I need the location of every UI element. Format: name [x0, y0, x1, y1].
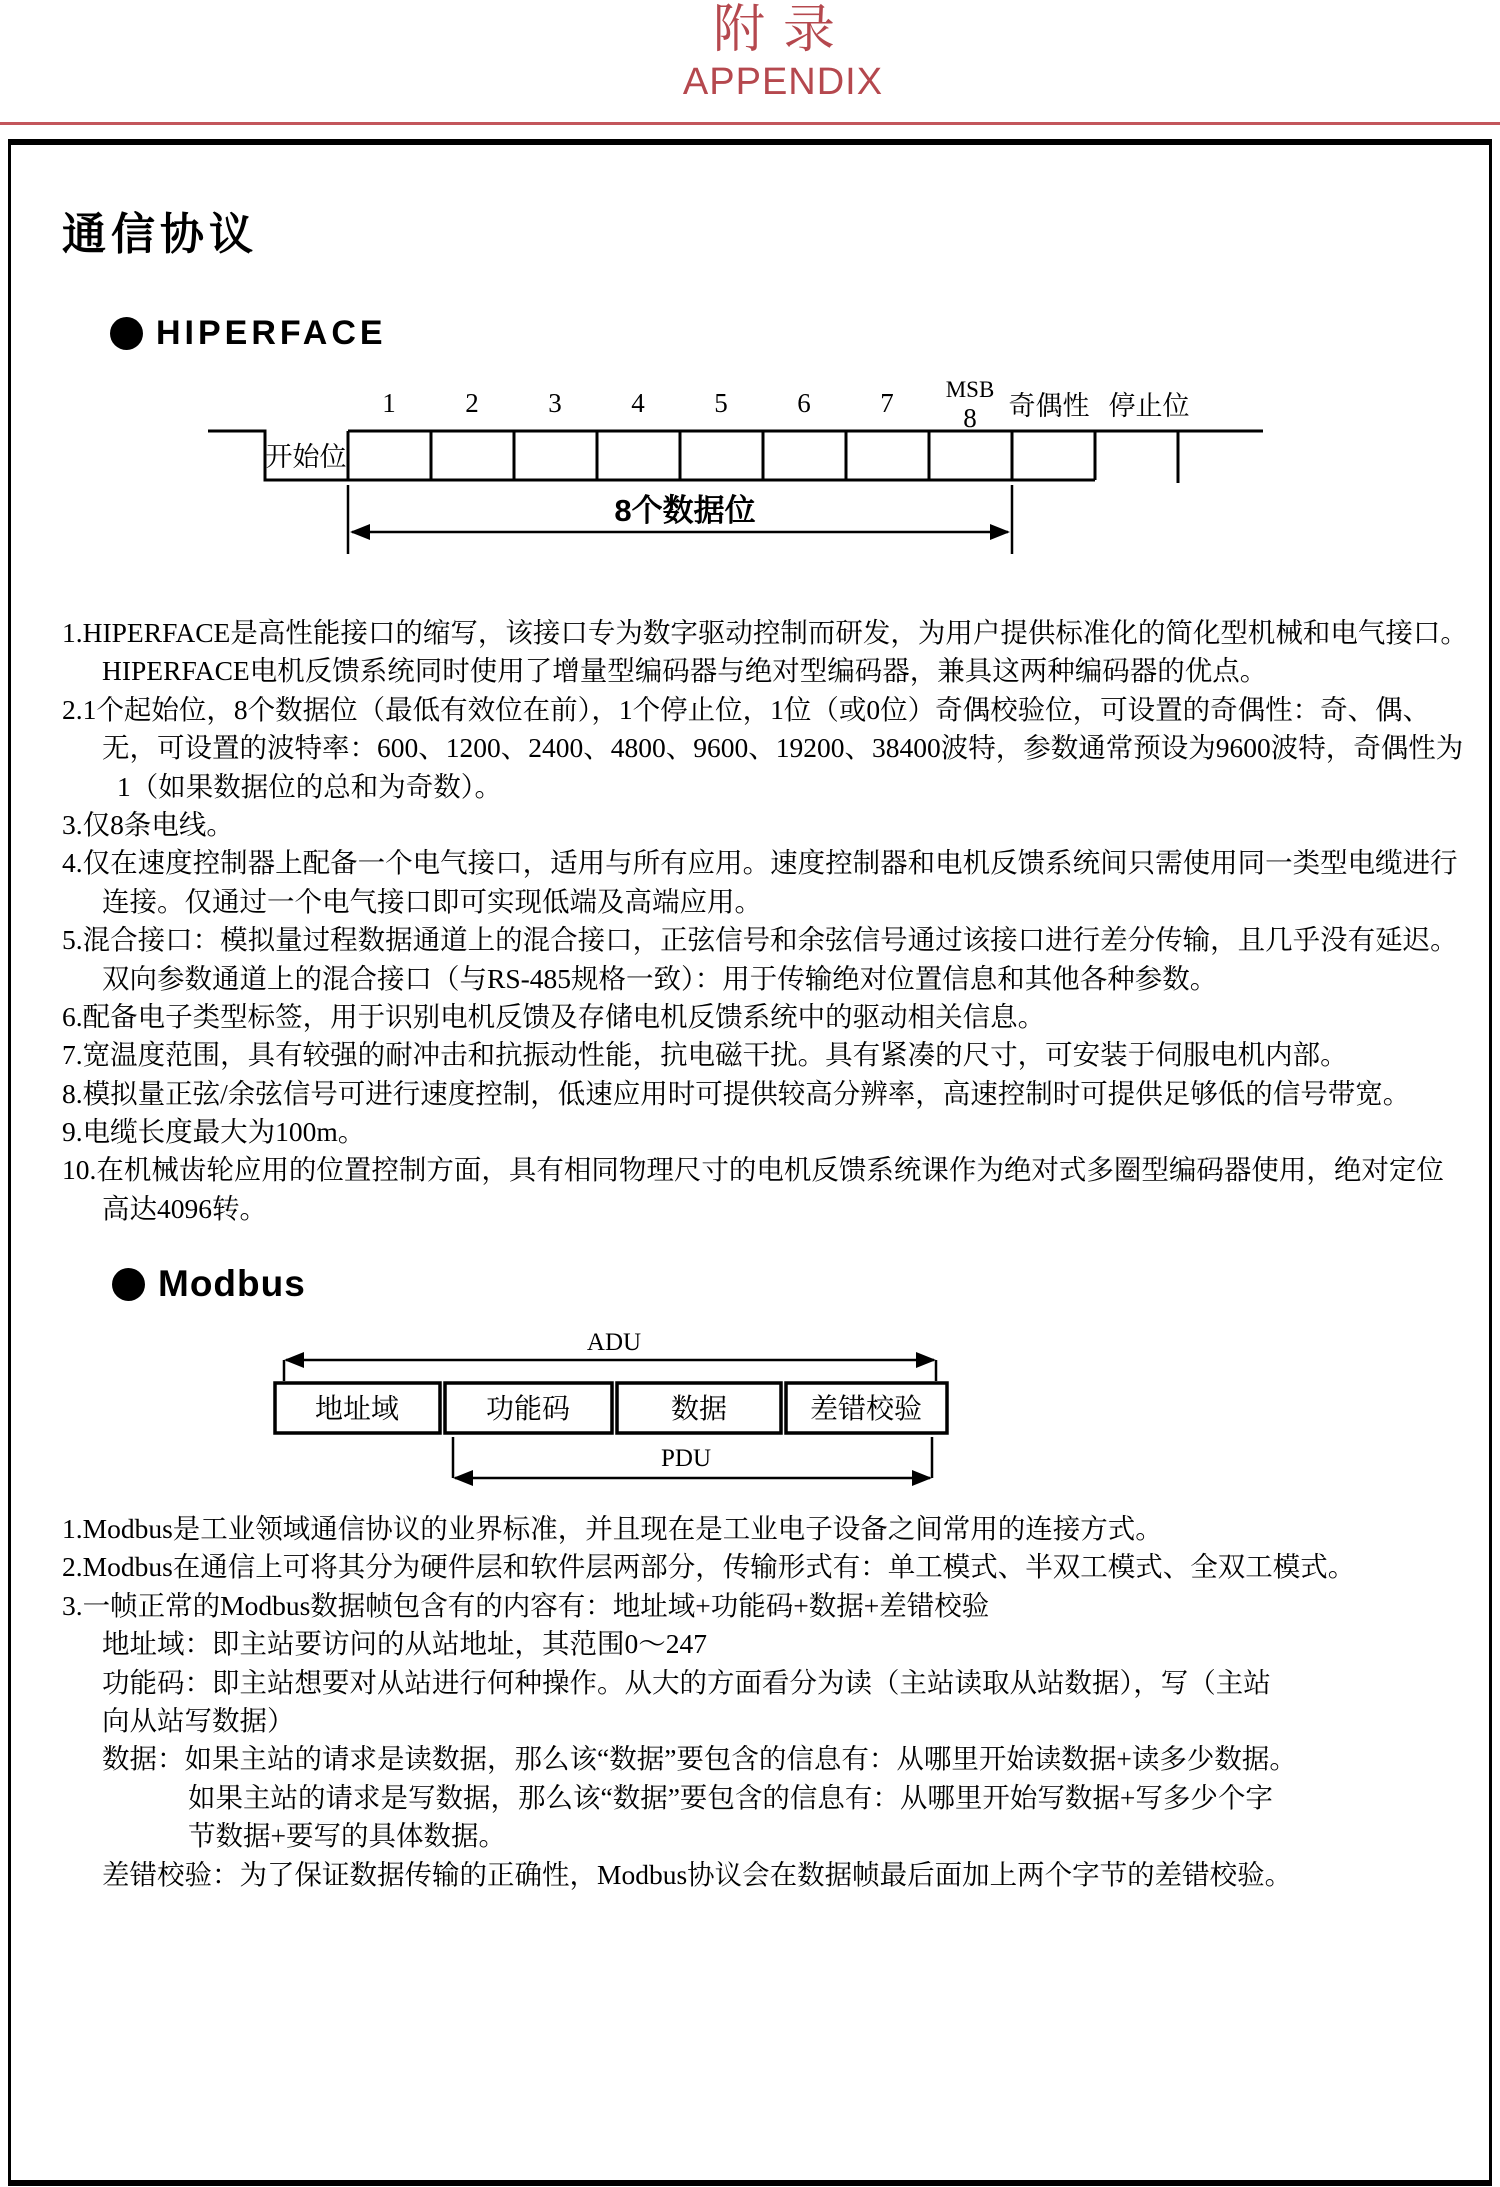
modbus-notes	[62, 1510, 1462, 1894]
note-line: 连接。仅通过一个电气接口即可实现低端及高端应用。	[102, 885, 762, 917]
arrowhead-right-icon	[916, 1352, 936, 1368]
bullet-icon	[112, 1268, 145, 1301]
note-line: 向从站写数据）	[102, 1704, 295, 1736]
note-line: HIPERFACE电机反馈系统同时使用了增量型编码器与绝对型编码器，兼具这两种编码器的优点。	[102, 655, 1268, 687]
note-line: 数据：如果主站的请求是读数据，那么该“数据”要包含的信息有：从哪里开始读数据+读多少数据。	[102, 1743, 1297, 1775]
note-line: 差错校验：为了保证数据传输的正确性，Modbus协议会在数据帧最后面加上两个字节的差错校验。	[102, 1858, 1293, 1890]
bit-label-3: 3	[548, 388, 562, 418]
note-line: 1.Modbus是工业领域通信协议的业界标准，并且现在是工业电子设备之间常用的连接方式。	[62, 1513, 1163, 1544]
note-line: 功能码：即主站想要对从站进行何种操作。从大的方面看分为读（主站读取从站数据），写（主站	[102, 1666, 1271, 1698]
note-line: 3.一帧正常的Modbus数据帧包含有的内容有：地址域+功能码+数据+差错校验	[62, 1589, 990, 1621]
note-line: 3.仅8条电线。	[62, 808, 234, 840]
appendix-title-en: APPENDIX	[682, 61, 884, 103]
bit-label-1: 1	[382, 388, 396, 418]
parity-label: 奇偶性	[1008, 391, 1090, 421]
msb-label: MSB	[945, 377, 995, 402]
note-line: 5.混合接口：模拟量过程数据通道上的混合接口，正弦信号和余弦信号通过该接口进行差分传输，且几乎没有延迟。	[62, 924, 1458, 956]
bit-label-8: 8	[963, 403, 977, 433]
bit-label-4: 4	[631, 388, 645, 418]
note-line: 2.1个起始位，8个数据位（最低有效位在前），1个停止位，1位（或0位）奇偶校验位，可设置的奇偶性：奇、偶、	[62, 693, 1431, 725]
bit-cell-dividers	[348, 431, 1095, 480]
arrowhead-left-icon	[453, 1470, 473, 1486]
note-line: 4.仅在速度控制器上配备一个电气接口，适用与所有应用。速度控制器和电机反馈系统间只需使用同一类型电缆进行	[62, 847, 1458, 879]
note-line: 6.配备电子类型标签，用于识别电机反馈及存储电机反馈系统中的驱动相关信息。	[62, 1000, 1046, 1032]
hiperface-notes	[62, 614, 1468, 1228]
field-label-data: 数据	[670, 1394, 728, 1425]
bit-label-2: 2	[465, 388, 479, 418]
note-line: 节数据+要写的具体数据。	[188, 1820, 507, 1852]
field-label-address: 地址域	[314, 1394, 400, 1425]
arrowhead-left-icon	[350, 524, 370, 540]
note-line: 双向参数通道上的混合接口（与RS-485规格一致）：用于传输绝对位置信息和其他各种参数。	[102, 962, 1218, 994]
hiperface-frame-diagram	[0, 370, 1500, 610]
note-line: 7.宽温度范围，具有较强的耐冲击和抗振动性能，抗电磁干扰。具有紧凑的尺寸，可安装于伺服电机内部。	[62, 1039, 1348, 1071]
bit-label-6: 6	[797, 388, 811, 418]
adu-end-ticks	[284, 1360, 936, 1381]
start-bit-label: 开始位	[265, 442, 347, 472]
note-line: 高达4096转。	[102, 1192, 267, 1224]
note-line: 9.电缆长度最大为100m。	[62, 1116, 366, 1148]
modbus-heading-label: Modbus	[158, 1263, 306, 1304]
stop-bit-label: 停止位	[1108, 391, 1190, 421]
note-line: 10.在机械齿轮应用的位置控制方面，具有相同物理尺寸的电机反馈系统课作为绝对式多圈型编码器使用，绝对定位	[62, 1154, 1444, 1186]
hiperface-section-heading	[110, 314, 387, 353]
appendix-title-cn: 附录	[712, 2, 853, 59]
field-label-function: 功能码	[485, 1394, 571, 1425]
note-line: 1.HIPERFACE是高性能接口的缩写，该接口专为数字驱动控制而研发，为用户提供标准化的简化型机械和电气接口。	[62, 617, 1468, 648]
note-line: 2.Modbus在通信上可将其分为硬件层和软件层两部分，传输形式有：单工模式、半双工模式、全双工模式。	[62, 1551, 1356, 1583]
note-line: 8.模拟量正弦/余弦信号可进行速度控制，低速应用时可提供较高分辨率，高速控制时可提供足够低的信号带宽。	[62, 1077, 1411, 1109]
hiperface-heading-label: HIPERFACE	[156, 314, 387, 352]
page-title: 通信协议	[62, 210, 258, 259]
arrowhead-right-icon	[912, 1470, 932, 1486]
header-divider-line	[0, 122, 1500, 125]
bullet-icon	[110, 317, 143, 350]
pdu-label: PDU	[660, 1445, 712, 1472]
modbus-section-heading	[112, 1263, 306, 1305]
note-line: 地址域：即主站要访问的从站地址，其范围0～247	[102, 1628, 707, 1660]
note-line: 无，可设置的波特率：600、1200、2400、4800、9600、19200、38400波特，参数通常预设为9600波特，奇偶性为	[102, 732, 1464, 764]
modbus-frame-diagram	[0, 1320, 1500, 1500]
page-header	[33, 0, 1500, 102]
arrowhead-left-icon	[284, 1352, 304, 1368]
arrowhead-right-icon	[990, 524, 1010, 540]
bit-label-5: 5	[714, 388, 728, 418]
data-bits-caption: 8个数据位	[614, 493, 756, 528]
field-label-check: 差错校验	[809, 1394, 923, 1425]
bit-label-7: 7	[880, 388, 894, 418]
note-line: 1（如果数据位的总和为奇数）。	[117, 770, 502, 802]
note-line: 如果主站的请求是写数据，那么该“数据”要包含的信息有：从哪里开始写数据+写多少个字	[188, 1781, 1273, 1813]
adu-label: ADU	[586, 1329, 642, 1356]
